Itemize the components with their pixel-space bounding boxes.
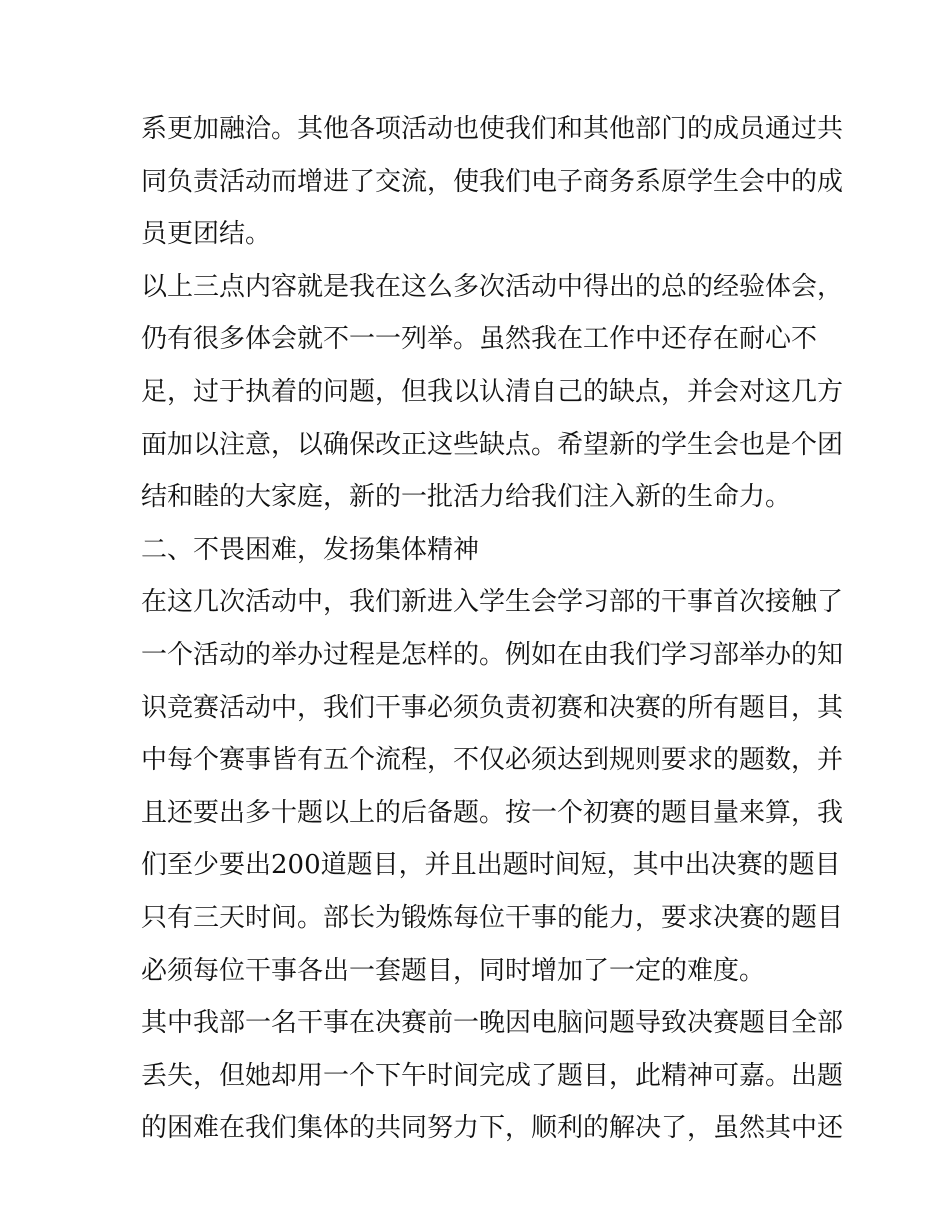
text-line: 系更加融洽。其他各项活动也使我们和其他部门的成员通过共 [141,114,844,144]
text-line: 其中我部一名干事在决赛前一晚因电脑问题导致决赛题目全部 [141,1008,844,1039]
text-line: 必须每位干事各出一套题目，同时增加了一定的难度。 [141,955,766,986]
text-line: 面加以注意，以确保改正这些缺点。希望新的学生会也是个团 [141,429,844,460]
text-line: 同负责活动而增进了交流，使我们电子商务系原学生会中的成 [141,166,844,197]
text-line: 只有三天时间。部长为锻炼每位干事的能力，要求决赛的题目 [141,902,844,933]
text-line: 以上三点内容就是我在这么多次活动中得出的总的经验体会， [141,271,844,302]
text-line: 们至少要出200道题目，并且出题时间短，其中出决赛的题目 [141,850,841,881]
text-line: 在这几次活动中，我们新进入学生会学习部的干事首次接触了 [141,587,844,618]
text-line: 的困难在我们集体的共同努力下，顺利的解决了，虽然其中还 [141,1113,844,1144]
text-line: 足，过于执着的问题，但我以认清自己的缺点，并会对这几方 [141,376,844,407]
text-line: 识竞赛活动中，我们干事必须负责初赛和决赛的所有题目，其 [141,692,844,723]
body-text [141,103,844,1155]
text-line: 一个活动的举办过程是怎样的。例如在由我们学习部举办的知 [141,639,844,670]
text-line: 且还要出多十题以上的后备题。按一个初赛的题目量来算，我 [141,797,844,828]
text-line: 二、不畏困难，发扬集体精神 [141,534,480,565]
text-line: 中每个赛事皆有五个流程，不仅必须达到规则要求的题数，并 [141,745,844,776]
text-line: 员更团结。 [141,219,272,250]
text-line: 丢失，但她却用一个下午时间完成了题目，此精神可嘉。出题 [141,1060,844,1091]
text-line: 仍有很多体会就不一一列举。虽然我在工作中还存在耐心不 [141,324,818,355]
text-line: 结和睦的大家庭，新的一批活力给我们注入新的生命力。 [141,482,792,513]
